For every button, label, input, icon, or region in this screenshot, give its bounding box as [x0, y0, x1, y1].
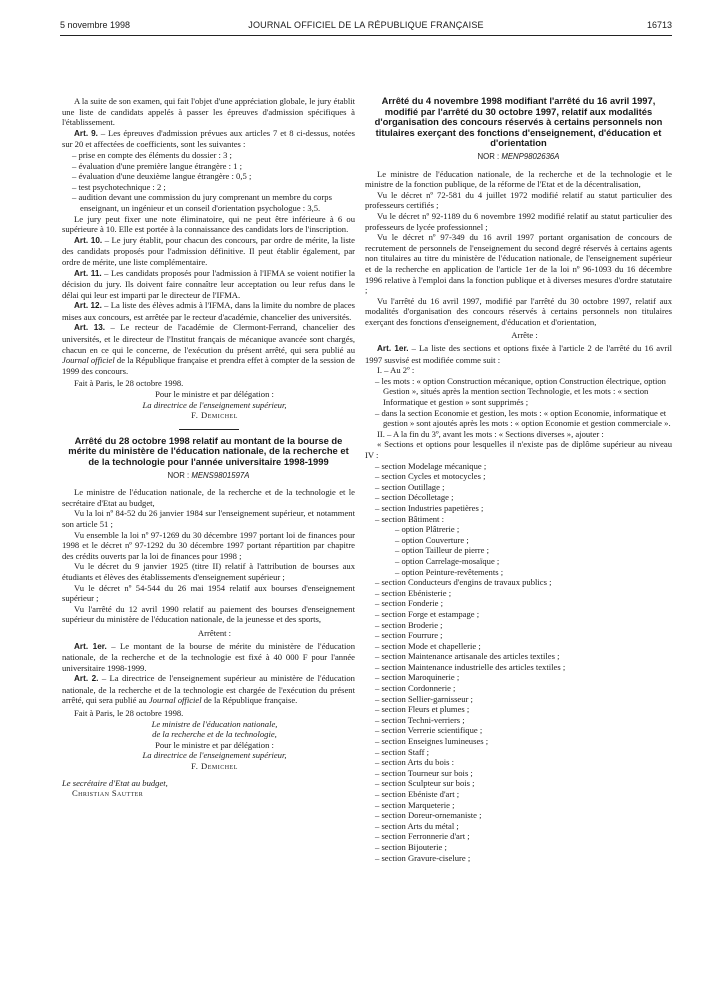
article-2	[62, 673, 355, 706]
section-item: – section Ebénisterie ;	[375, 588, 672, 599]
signature-title: Le ministre de l'éducation nationale,	[151, 718, 278, 729]
option-item: – option Plâtrerie ;	[395, 524, 672, 535]
section-i-item: – dans la section Economie et gestion, les mots : « option Economie, informatique et gestion » sont ajoutés après les mots : « option Economie et gestion commerciale ».	[375, 408, 672, 429]
arrete: Arrête :	[511, 330, 538, 341]
option-item: – option Tailleur de pierre ;	[395, 545, 672, 556]
visa-paragraph: Vu le décret nº 92-1189 du 6 novembre 1992 modifié relatif au statut particulier des professeurs de lycée professionnel ;	[365, 210, 672, 232]
budget-signature-name: Christian Sautter	[72, 788, 144, 799]
article-9-item: – évaluation d'une première langue étrangère : 1 ;	[72, 161, 355, 172]
article-2-text-a: – La directrice de l'enseignement supérieur au ministère de l'éducation nationale, de la recherche et de la technologie est chargée de l'exécution du présent arrêté, qui sera publié au	[62, 673, 355, 706]
header-rule	[60, 35, 672, 36]
article-10-label: Art. 10.	[74, 235, 103, 245]
article-1-label: Art. 1er.	[377, 344, 409, 354]
article-12	[62, 300, 355, 322]
section-item: – section Fleurs et plumes ;	[375, 704, 672, 715]
article-1-label: Art. 1er.	[74, 641, 107, 651]
left-column	[62, 96, 355, 799]
nor-reference	[365, 152, 672, 163]
budget-signature-title: Le secrétaire d'Etat au budget,	[62, 777, 168, 788]
section-item: – section Industries papetières ;	[375, 503, 672, 514]
section-item: – section Maintenance industrielle des articles textiles ;	[375, 662, 672, 673]
arrete-title: Arrêté du 4 novembre 1998 modifiant l'arrêté du 16 avril 1997, modifié par l'arrêté du 30 octobre 1997, relatif aux modalités d'organisation des concours réservés à certains personnels non titulaires exerçant des fonctions d'enseignement, d'éducation et d'orientation	[374, 95, 663, 149]
article-9-label: Art. 9.	[74, 128, 98, 138]
section-item: – section Broderie ;	[375, 620, 672, 631]
section-item: – section Ebéniste d'art ;	[375, 789, 672, 800]
article-2-text-b: de la République française.	[201, 695, 298, 706]
jury-paragraph: Le jury peut fixer une note éliminatoire, qui ne peut être inférieure à 6 ou supérieure à 10. Elle est portée à la connaissance des candidats lors de l'inscription.	[62, 213, 355, 235]
section-item: – section Maintenance artisanale des articles textiles ;	[375, 651, 672, 662]
article-2-journal: Journal officiel	[148, 695, 202, 706]
article-12-label: Art. 12.	[74, 301, 102, 311]
batiment-options-list	[365, 524, 672, 577]
header-date: 5 novembre 1998	[60, 20, 131, 30]
section-ii-heading: II. – A la fin du 3º, avant les mots : « Sections diverses », ajouter :	[377, 428, 604, 439]
section-item: – section Décolletage ;	[375, 492, 672, 503]
section-ii-quote: « Sections et options pour lesquelles il n'existe pas de diplôme supérieur au niveau IV :	[365, 439, 672, 460]
header-journal-title: JOURNAL OFFICIEL DE LA RÉPUBLIQUE FRANÇAISE	[248, 20, 484, 30]
article-9-item: – test psychotechnique : 2 ;	[72, 182, 355, 193]
section-item: – section Arts du métal ;	[375, 821, 672, 832]
article-1-text: – La liste des sections et options fixée à l'article 2 de l'arrêté du 16 avril 1997 susvisé est modifiée comme suit :	[365, 343, 672, 365]
section-item: – section Fonderie ;	[375, 598, 672, 609]
section-item: – section Bâtiment :	[375, 514, 672, 525]
nor-code: MENP9802636A	[501, 151, 560, 161]
article-12-text: – La liste des élèves admis à l'IFMA, dans la limite du nombre de places mises aux concours, est arrêtée par le recteur d'académie, chancelier des universités.	[62, 300, 355, 322]
section-item: – section Conducteurs d'engins de travaux publics ;	[375, 577, 672, 588]
signature-name: F. Demichel	[191, 410, 238, 421]
sections-list-a	[365, 461, 672, 525]
signature-line: Pour le ministre et par délégation :	[155, 739, 274, 750]
fait-a-paris: Fait à Paris, le 28 octobre 1998.	[74, 708, 184, 719]
right-column	[365, 96, 672, 863]
article-10-text: – Le jury établit, pour chacun des concours, par ordre de mérite, la liste des candidats proposés pour l'admission définitive. Il peut établir également, par ordre de mérite, une liste complémentaire.	[62, 234, 355, 267]
section-item: – section Doreur-ornemaniste ;	[375, 810, 672, 821]
arretent: Arrêtent :	[197, 627, 232, 638]
article-9-list	[62, 150, 355, 214]
article-11-text: – Les candidats proposés pour l'admission à l'IFMA se voient notifier la décision du jury. Ils doivent faire connaître leur acceptation ou leur refus dans le délai qui leur est imparti par le directeur de l'IFMA.	[62, 267, 355, 300]
section-item: – section Bijouterie ;	[375, 842, 672, 853]
section-i-item: – les mots : « option Construction mécanique, option Construction électrique, option Gestion », situés après la mention section Technologie, et les mots : « section Informatique et gestion » sont supprimés ;	[375, 376, 672, 408]
article-1	[62, 641, 355, 674]
article-13-text-b: de la République française et prendra effet à compter de la session de 1999 des concours.	[62, 355, 355, 376]
section-item: – section Modelage mécanique ;	[375, 461, 672, 472]
nor-reference	[62, 471, 355, 482]
signature-name: F. Demichel	[191, 761, 238, 772]
intro-paragraph: A la suite de son examen, qui fait l'objet d'une appréciation globale, le jury établit une liste de candidats appelés à passer les épreuves d'admission spécifiques à l'établissement.	[62, 96, 355, 128]
section-item: – section Cordonnerie ;	[375, 683, 672, 694]
visa-paragraph: Vu l'arrêté du 12 avril 1990 relatif au paiement des bourses d'enseignement supérieur du ministère de l'éducation nationale, de la jeunesse et des sports,	[62, 603, 355, 625]
header-page-number: 16713	[646, 20, 672, 30]
section-item: – section Marqueterie ;	[375, 800, 672, 811]
article-9-item: – prise en compte des éléments du dossier : 3 ;	[72, 150, 355, 161]
section-item: – section Techni-verriers ;	[375, 715, 672, 726]
section-item: – section Sellier-garnisseur ;	[375, 694, 672, 705]
running-head	[60, 20, 672, 32]
visa-paragraph: Vu le décret nº 54-544 du 26 mai 1954 relatif aux bourses d'enseignement supérieur ;	[62, 582, 355, 604]
section-item: – section Fourrure ;	[375, 630, 672, 641]
article-13-journal: Journal officiel	[62, 355, 115, 366]
article-9	[62, 128, 355, 150]
section-i-heading: I. – Au 2º :	[377, 365, 415, 376]
section-item: – section Cycles et motocycles ;	[375, 471, 672, 482]
option-item: – option Couverture ;	[395, 535, 672, 546]
section-item: – section Outillage ;	[375, 482, 672, 493]
section-item: – section Maroquinerie ;	[375, 672, 672, 683]
signature-title: La directrice de l'enseignement supérieur,	[142, 399, 287, 410]
option-item: – option Carrelage-mosaïque ;	[395, 556, 672, 567]
visa-paragraph: Vu le décret nº 72-581 du 4 juillet 1972 modifié relatif au statut particulier des professeurs certifiés ;	[365, 189, 672, 211]
section-i-list	[365, 376, 672, 429]
article-13-label: Art. 13.	[74, 323, 106, 333]
visa-paragraph: Le ministre de l'éducation nationale, de la recherche et de la technologie et le ministre de la fonction publique, de la réforme de l'Etat et de la décentralisation,	[365, 168, 672, 190]
fait-a-paris: Fait à Paris, le 28 octobre 1998.	[74, 378, 184, 389]
article-9-item: – évaluation d'une deuxième langue étrangère : 0,5 ;	[72, 171, 355, 182]
article-11-label: Art. 11.	[74, 268, 102, 278]
visa-paragraph: Vu l'arrêté du 16 avril 1997, modifié par l'arrêté du 30 octobre 1997, relatif aux modalités d'organisation des concours réservés à certains personnels non titulaires exerçant des fonctions d'enseignement, d'éducation et d'orientation,	[365, 295, 672, 327]
visa-paragraph: Le ministre de l'éducation nationale, de la recherche et de la technologie et le secrétaire d'Etat au budget,	[62, 487, 355, 508]
signature-title: de la recherche et de la technologie,	[152, 729, 277, 740]
section-item: – section Forge et estampage ;	[375, 609, 672, 620]
visa-paragraph: Vu la loi nº 84-52 du 26 janvier 1984 sur l'enseignement supérieur, et notamment son article 51 ;	[62, 508, 355, 529]
visa-paragraph: Vu le décret nº 97-349 du 16 avril 1997 portant organisation de concours de recrutement de personnels de l'enseignement du second degré réservés à certains agents non titulaires au titre du ministère de l'éducation nationale, de l'enseignement supérieur et de la recherche en application de l'article 1er de la loi nº 96-1093 du 16 décembre 1996 relative à l'emploi dans la fonction publique et à diverses mesures d'ordre statutaire ;	[365, 232, 672, 296]
article-1-text: – Le montant de la bourse de mérite du ministère de l'éducation nationale, de la recherche et de la technologie est fixé à 40 000 F pour l'année universitaire 1998-1999.	[62, 640, 355, 673]
signature-title: La directrice de l'enseignement supérieur,	[142, 750, 287, 761]
nor-label: NOR :	[477, 151, 502, 161]
article-11	[62, 268, 355, 301]
signature-line: Pour le ministre et par délégation :	[155, 389, 274, 400]
section-item: – section Tourneur sur bois ;	[375, 768, 672, 779]
option-item: – option Peinture-revêtements ;	[395, 567, 672, 578]
article-1	[365, 343, 672, 365]
nor-label: NOR :	[167, 470, 192, 480]
section-item: – section Sculpteur sur bois ;	[375, 778, 672, 789]
sections-list-b	[365, 577, 672, 863]
section-item: – section Gravure-ciselure ;	[375, 853, 672, 864]
section-item: – section Enseignes lumineuses ;	[375, 736, 672, 747]
visa-paragraph: Vu ensemble la loi nº 97-1269 du 30 décembre 1997 portant loi de finances pour 1998 et le décret nº 97-1292 du 30 décembre 1997 portant répartition par chapitre des crédits ouverts par la loi de finances pour 1998 ;	[62, 529, 355, 561]
article-2-label: Art. 2.	[74, 674, 99, 684]
section-item: – section Ferronnerie d'art ;	[375, 831, 672, 842]
section-separator	[179, 429, 239, 430]
section-item: – section Mode et chapellerie ;	[375, 641, 672, 652]
section-item: – section Staff ;	[375, 747, 672, 758]
section-item: – section Verrerie scientifique ;	[375, 725, 672, 736]
nor-code: MENS9801597A	[191, 470, 250, 480]
visa-paragraph: Vu le décret du 9 janvier 1925 (titre II) relatif à l'attribution de bourses aux étudiants et élèves des établissements d'enseignement supérieur ;	[62, 561, 355, 582]
article-9-item: – audition devant une commission du jury comprenant un membre du corps enseignant, un ingénieur et un conseil d'orientation psychologue : 3,5.	[72, 192, 355, 213]
arrete-title: Arrêté du 28 octobre 1998 relatif au montant de la bourse de mérite du ministère de l'éducation nationale, de la recherche et de la technologie pour l'année universitaire 1998-1999	[68, 434, 349, 467]
article-13	[62, 322, 355, 376]
article-10	[62, 235, 355, 268]
article-13-text-a: – Le recteur de l'académie de Clermont-Ferrand, chancelier des universités, et le directeur de l'Institut français de mécanique avancée sont chargés, chacun en ce qui le concerne, de l'exécution du présent arrêté, qui sera publié au	[62, 322, 355, 355]
article-9-text: – Les épreuves d'admission prévues aux articles 7 et 8 ci-dessus, notées sur 20 et affectées de coefficients, sont les suivantes :	[62, 127, 355, 150]
section-item: – section Arts du bois :	[375, 757, 672, 768]
